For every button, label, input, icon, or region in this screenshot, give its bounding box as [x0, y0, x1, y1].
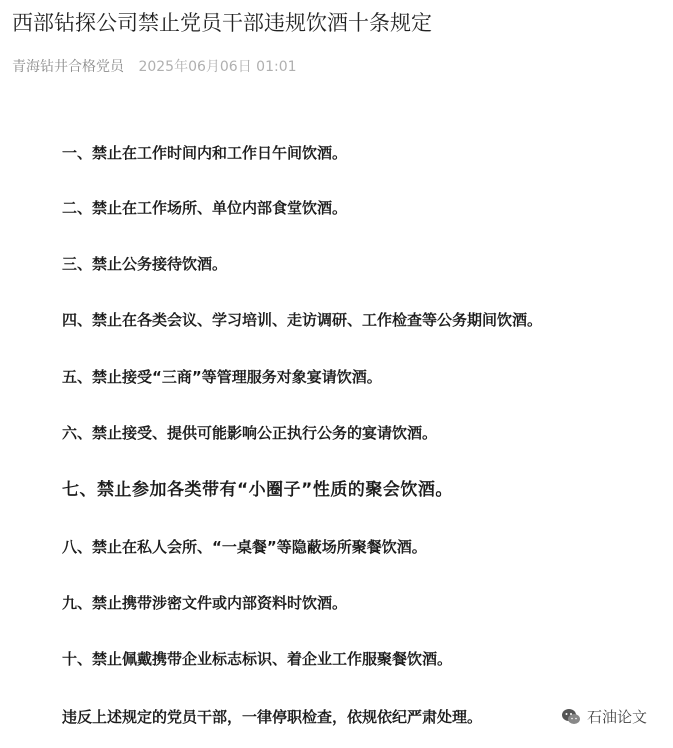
rule-item: 四、禁止在各类会议、学习培训、走访调研、工作检查等公务期间饮酒。	[62, 311, 543, 329]
article-meta	[12, 57, 297, 77]
rule-item: 三、禁止公务接待饮酒。	[62, 255, 228, 273]
article-title: 西部钻探公司禁止党员干部违规饮酒十条规定	[12, 11, 432, 35]
watermark	[555, 704, 653, 730]
wechat-icon	[561, 707, 581, 727]
rule-item: 五、禁止接受“三商”等管理服务对象宴请饮酒。	[62, 368, 382, 386]
rule-item: 七、禁止参加各类带有“小圈子”性质的聚会饮酒。	[62, 480, 453, 500]
publish-date: 2025年06月06日 01:01	[138, 59, 297, 75]
rule-item: 六、禁止接受、提供可能影响公正执行公务的宴请饮酒。	[62, 424, 438, 442]
rule-item: 九、禁止携带涉密文件或内部资料时饮酒。	[62, 594, 348, 612]
rule-item: 二、禁止在工作场所、单位内部食堂饮酒。	[62, 199, 348, 217]
watermark-text: 石油论文	[586, 708, 647, 726]
rule-item: 十、禁止佩戴携带企业标志标识、着企业工作服聚餐饮酒。	[62, 650, 453, 668]
rule-item: 八、禁止在私人会所、“一桌餐”等隐蔽场所聚餐饮酒。	[62, 538, 427, 556]
author-link[interactable]: 青海钻井合格党员	[12, 59, 124, 75]
rule-item: 一、禁止在工作时间内和工作日午间饮酒。	[62, 144, 348, 162]
conclusion-text: 违反上述规定的党员干部，一律停职检查，依规依纪严肃处理。	[62, 708, 483, 726]
